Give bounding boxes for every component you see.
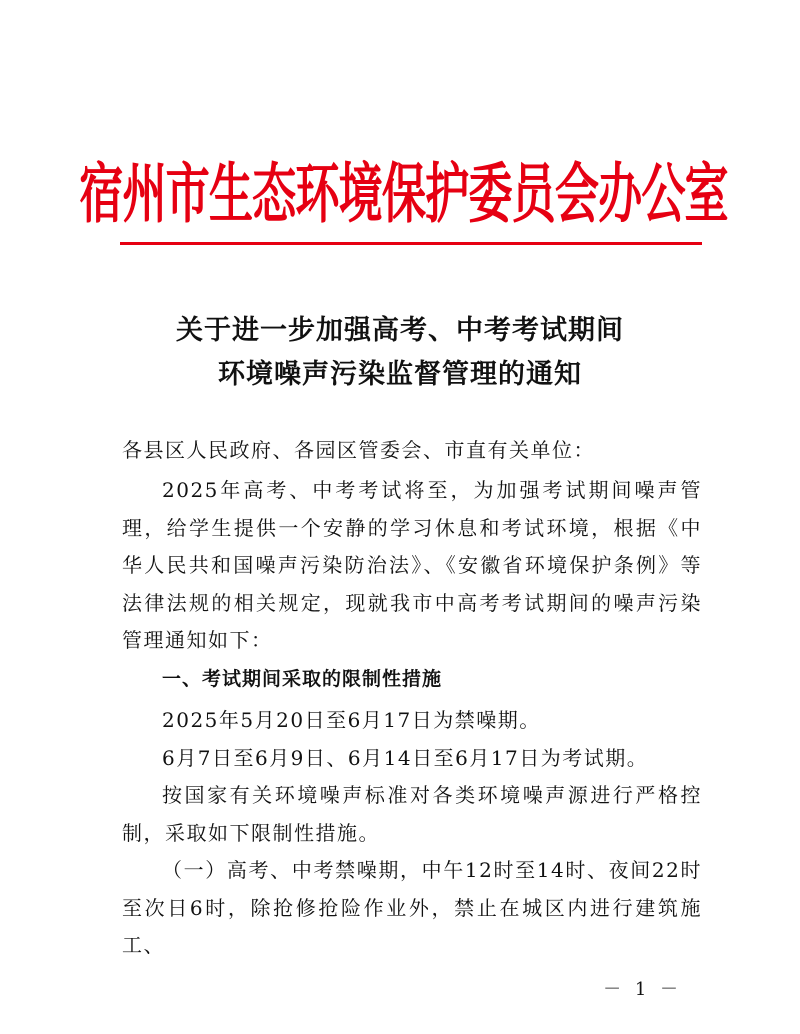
section1-heading: 一、考试期间采取的限制性措施 xyxy=(162,668,443,690)
masthead-text: 宿州市生态环境保护委员会办公室 xyxy=(78,156,728,232)
masthead-red-rule xyxy=(120,242,702,245)
paragraph-exam-period: 6月7日至6月9日、6月14日至6月17日为考试期。 xyxy=(162,746,649,770)
paragraph-noise-ban-period: 2025年5月20日至6月17日为禁噪期。 xyxy=(162,708,541,732)
paragraph-item1: （一）高考、中考禁噪期，中午12时至14时、夜间22时至次日6时，除抢修抢险作业外，禁止在城区内进行建筑施工、 xyxy=(122,858,702,957)
page-number: － 1 － xyxy=(603,979,682,1000)
intro-paragraph: 2025年高考、中考考试将至，为加强考试期间噪声管理，给学生提供一个安静的学习休息和考试环境，根据《中华人民共和国噪声污染防治法》、《安徽省环境保护条例》等法律法规的相关规定，现就我市中高考考试期间的噪声污染管理通知如下： xyxy=(122,478,702,652)
paragraph-control-measures: 按国家有关环境噪声标准对各类环境噪声源进行严格控制，采取如下限制性措施。 xyxy=(122,783,702,845)
salutation: 各县区人民政府、各园区管委会、市直有关单位： xyxy=(122,438,595,462)
document-title-line1: 关于进一步加强高考、中考考试期间 xyxy=(176,315,624,346)
document-title-line2: 环境噪声污染监督管理的通知 xyxy=(218,359,582,390)
masthead-org-name xyxy=(78,138,728,238)
